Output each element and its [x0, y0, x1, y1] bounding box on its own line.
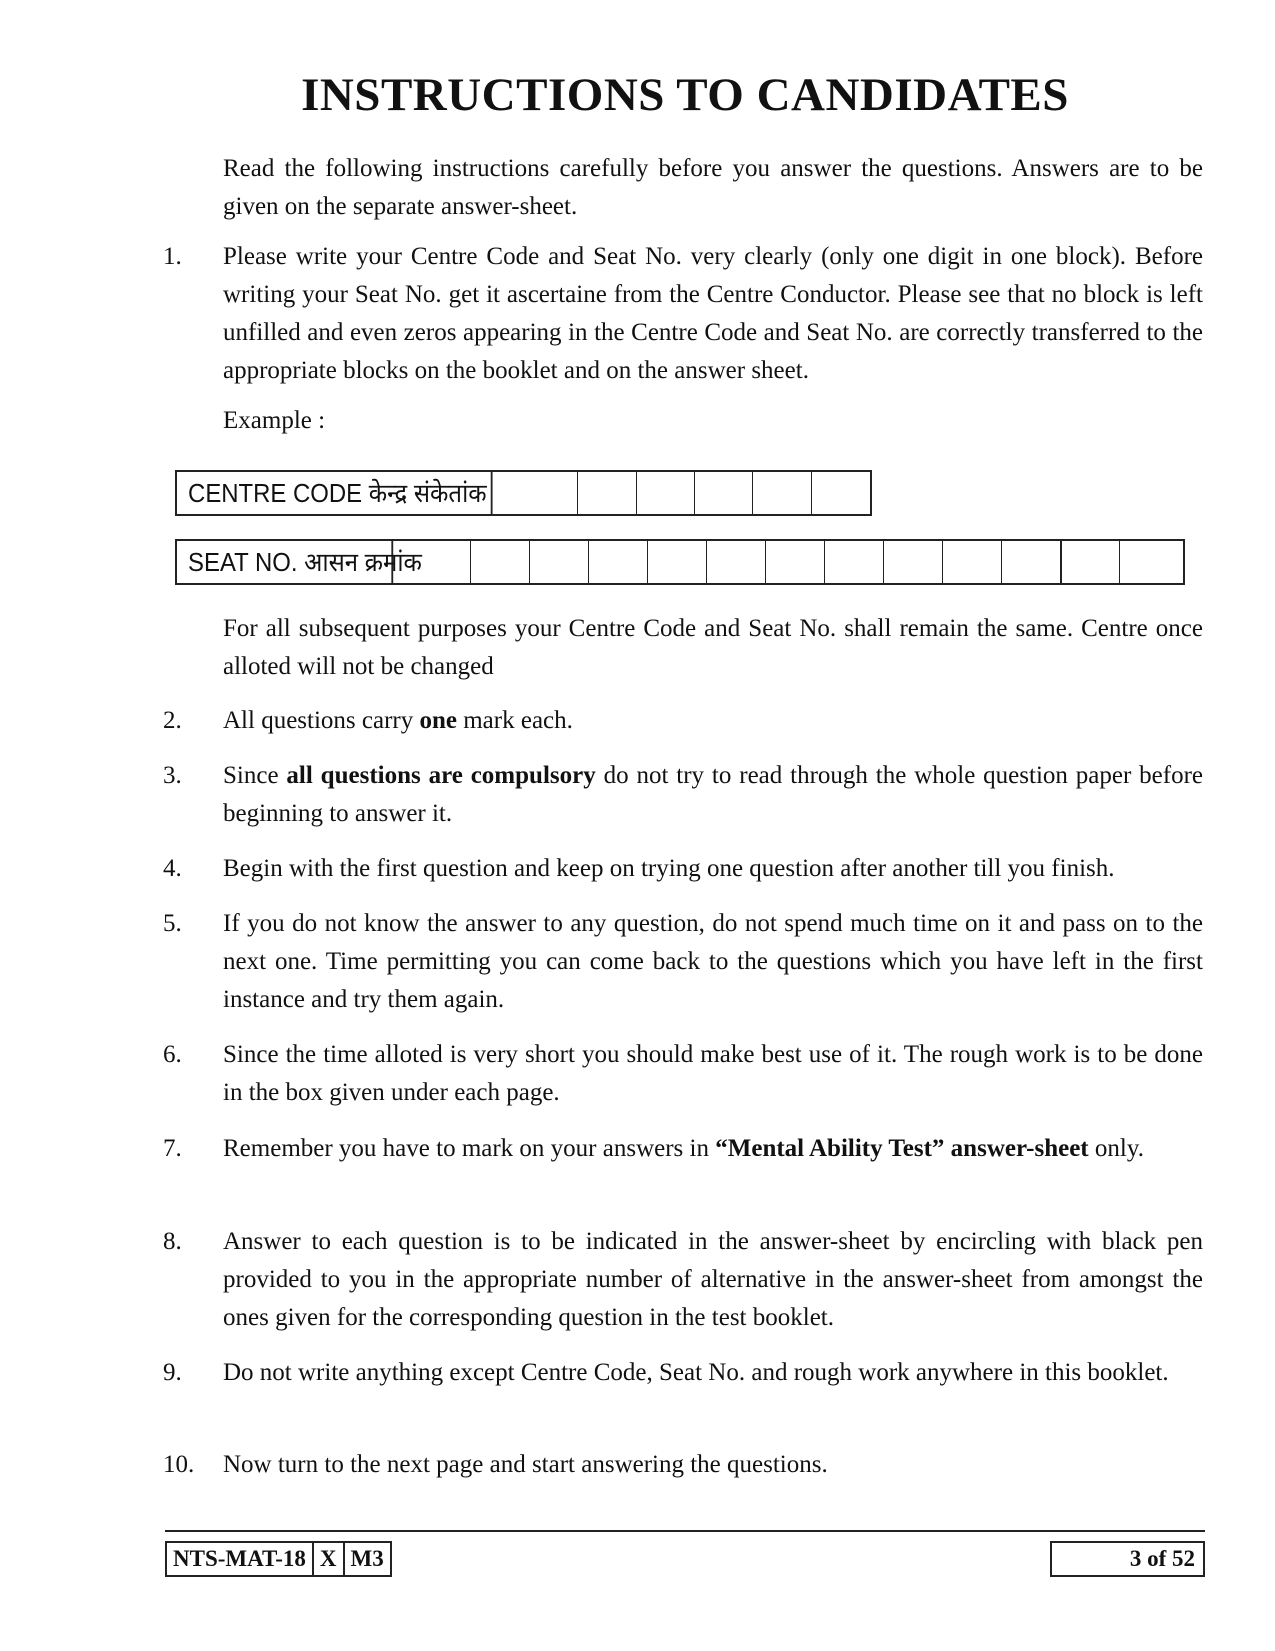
instruction-text: Since the time alloted is very short you should make best use of it. The rough work is to be done in the box given under each page. — [223, 1041, 1203, 1106]
item-number: 7. — [163, 1135, 182, 1162]
instruction-text: Answer to each question is to be indicated in the answer-sheet by encircling with black pen provided to you in the appropriate number of alternative in the answer-sheet from amongst the ones given for the corresponding question in the test booklet. — [223, 1228, 1203, 1331]
seat-no-digit-box — [943, 541, 1002, 583]
centre-code-label: CENTRE CODE केन्द्र संकेतांक — [177, 472, 493, 514]
centre-code-digit-box — [695, 472, 753, 514]
centre-code-digit-box — [812, 472, 870, 514]
seat-no-digit-box — [707, 541, 766, 583]
centre-code-digit-box — [637, 472, 695, 514]
instruction-text: Please write your Centre Code and Seat No. very clearly (only one digit in one block). Before writing your Seat No. get it ascertaine from the Centre Conductor. Please see that no block is left unfilled and even zeros appearing in the Centre Code and Seat No. are correctly transferred to the appropriate blocks on the booklet and on the answer sheet. — [223, 243, 1203, 384]
item-number: 6. — [163, 1041, 182, 1068]
item-number: 10. — [163, 1451, 195, 1478]
centre-code-boxes — [175, 470, 872, 516]
instruction-text: If you do not know the answer to any question, do not spend much time on it and pass on to the next one. Time permitting you can come back to the questions which you have left in the first instance and try them again. — [223, 910, 1203, 1013]
seat-no-digit-box — [648, 541, 707, 583]
page-title: INSTRUCTIONS TO CANDIDATES — [301, 69, 1069, 121]
seat-no-digit-box — [1061, 541, 1120, 583]
seat-no-digit-box — [884, 541, 943, 583]
seat-no-digit-box — [766, 541, 825, 583]
item-number: 9. — [163, 1359, 182, 1386]
instruction-text: Begin with the first question and keep on trying one question after another till you finish. — [223, 855, 1115, 882]
item-number: 8. — [163, 1228, 182, 1255]
centre-code-digit-box — [753, 472, 811, 514]
item-number: 1. — [163, 243, 182, 270]
seat-no-boxes — [175, 539, 1185, 585]
seat-no-digit-box — [825, 541, 884, 583]
after-example-paragraph: For all subsequent purposes your Centre Code and Seat No. shall remain the same. Centre once alloted will not be changed — [223, 615, 1203, 680]
page-number: 3 of 52 — [1050, 1541, 1205, 1577]
centre-code-digit-box — [520, 472, 578, 514]
item-number: 3. — [163, 762, 182, 789]
footer-divider — [165, 1530, 1205, 1532]
seat-no-digit-box — [589, 541, 648, 583]
seat-no-digit-box — [530, 541, 589, 583]
item-number: 2. — [163, 707, 182, 734]
item-number: 4. — [163, 855, 182, 882]
paper-medium: X — [314, 1543, 345, 1575]
seat-no-digit-box — [1002, 541, 1061, 583]
paper-code: NTS-MAT-18 — [167, 1543, 314, 1575]
instruction-text: All questions carry one mark each. — [223, 707, 573, 734]
instruction-text: Since all questions are compulsory do not try to read through the whole question paper before beginning to answer it. — [223, 762, 1203, 827]
instruction-text: Remember you have to mark on your answers in “Mental Ability Test” answer-sheet only. — [223, 1135, 1144, 1162]
instruction-text: Now turn to the next page and start answering the questions. — [223, 1451, 828, 1478]
intro-paragraph: Read the following instructions carefully before you answer the questions. Answers are to be given on the separate answer-sheet. — [223, 155, 1203, 220]
paper-set: M3 — [350, 1546, 384, 1571]
paper-code-box — [165, 1541, 392, 1577]
seat-no-digit-box — [1120, 541, 1179, 583]
example-label: Example : — [223, 407, 326, 434]
item-number: 5. — [163, 910, 182, 937]
seat-no-label: SEAT NO. आसन क्रमांक — [177, 541, 393, 583]
instruction-text: Do not write anything except Centre Code, Seat No. and rough work anywhere in this booklet. — [223, 1359, 1169, 1386]
seat-no-digit-box — [471, 541, 530, 583]
centre-code-digit-box — [578, 472, 636, 514]
